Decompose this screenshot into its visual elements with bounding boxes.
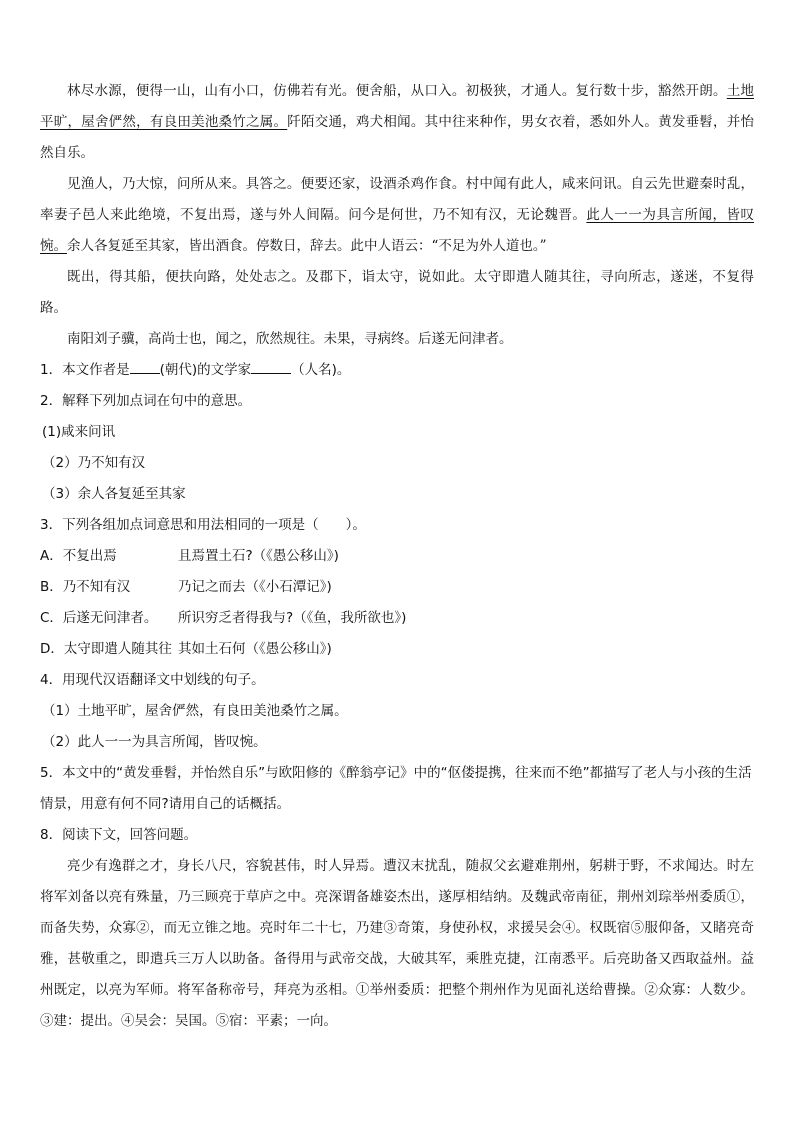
option-right: 且焉置土石?（《愚公移山》) — [178, 548, 339, 564]
underlined-sentence-1: 土地平旷，屋舍俨然，有良田美池桑竹之属。 — [40, 83, 755, 130]
question-8: 8．阅读下文，回答问题。 — [40, 827, 198, 843]
question-3-option-a — [40, 541, 754, 572]
option-left: A．不复出焉 — [40, 548, 117, 564]
question-4-item-2: （2）此人一一为具言所闻，皆叹惋。 — [42, 734, 267, 750]
passage1-paragraph-2 — [40, 169, 754, 262]
passage1-text: 见渔人，乃大惊，问所从来。具答之。便要还家，设酒杀鸡作食。村中闻有此人，咸来问讯。自云先世避秦时乱，率妻子邑人来此绝境，不复出焉，遂与外人间隔。问今是何世，乃不知有汉，无论魏晋。 — [40, 176, 754, 223]
question-2-item-3: （3）余人各复延至其家 — [42, 486, 186, 502]
question-3-option-b — [40, 572, 754, 603]
question-3: 3．下列各组加点词意思和用法相同的一项是（ ）。 — [40, 517, 366, 533]
option-left: D．太守即遣人随其往 — [40, 641, 172, 657]
underlined-sentence-2: 此人一一为具言所闻，皆叹惋。 — [40, 207, 755, 254]
question-3-option-c — [40, 603, 754, 634]
passage1-text: 阡陌交通，鸡犬相闻。其中往来种作，男女衣着，悉如外人。黄发垂髫，并怡然自乐。 — [40, 114, 755, 161]
answer-blank[interactable] — [130, 359, 160, 374]
question-1-text: （人名)。 — [291, 362, 351, 378]
question-2-item-1: (1)咸来问讯 — [42, 424, 116, 440]
passage1-text: 林尽水源，便得一山，山有小口，仿佛若有光。便舍船，从口入。初极狭，才通人。复行数十步，豁然开朗。 — [67, 83, 727, 99]
option-left: B．乃不知有汉 — [40, 579, 131, 595]
question-3-option-d — [40, 634, 754, 665]
answer-blank[interactable] — [251, 359, 291, 374]
passage1-paragraph-3: 既出，得其船，便扶向路，处处志之。及郡下，诣太守，说如此。太守即遣人随其往，寻向所志，遂迷，不复得路。 — [40, 269, 754, 316]
passage1-text: 余人各复延至其家，皆出酒食。停数日，辞去。此中人语云：“不足为外人道也。” — [67, 238, 547, 254]
question-4-item-1: （1）土地平旷，屋舍俨然，有良田美池桑竹之属。 — [42, 703, 348, 719]
option-right: 乃记之而去（《小石潭记》) — [178, 579, 332, 595]
question-2-item-2: （2）乃不知有汉 — [42, 455, 146, 471]
option-right: 其如土石何（《愚公移山》) — [178, 641, 332, 657]
question-1-text: 1．本文作者是 — [40, 362, 130, 378]
question-5: 5．本文中的“黄发垂髫，并怡然自乐”与欧阳修的《醉翁亭记》中的“伛偻提携，往来而不绝”都描写了老人与小孩的生活情景，用意有何不同?请用自己的话概括。 — [40, 765, 752, 812]
passage1-paragraph-1 — [40, 76, 754, 169]
question-2: 2．解释下列加点词在句中的意思。 — [40, 393, 252, 409]
option-right: 所识穷乏者得我与?（《鱼，我所欲也》) — [178, 610, 407, 626]
option-left: C．后遂无问津者。 — [40, 610, 158, 626]
passage2-paragraph: 亮少有逸群之才，身长八尺，容貌甚伟，时人异焉。遭汉末扰乱，随叔父玄避难荆州，躬耕于野，不求闻达。时左将军刘备以亮有殊量，乃三顾亮于草庐之中。亮深谓备雄姿杰出，遂厚相结纳。及魏武帝南征，荆州刘琮举州委质①，而备失势，众寡②，而无立锥之地。亮时年二十七，乃建③奇策，身使孙权，求援吴会④。权既宿⑤服仰备，又睹亮奇雅，甚敬重之，即遣兵三万人以助备。备得用与武帝交战，大破其军，乘胜克捷，江南悉平。后亮助备又西取益州。益州既定，以亮为军师。将军备称帝号，拜亮为丞相。①举州委质：把整个荆州作为见面礼送给曹操。②众寡：人数少。③建：提出。④吴会：吴国。⑤宿：平素；一向。 — [40, 858, 754, 1029]
question-1-text: (朝代)的文学家 — [159, 362, 252, 378]
passage1-paragraph-4: 南阳刘子骥，高尚士也，闻之，欣然规往。未果，寻病终。后遂无问津者。 — [67, 331, 513, 347]
question-4: 4．用现代汉语翻译文中划线的句子。 — [40, 672, 265, 688]
question-1 — [40, 355, 754, 386]
